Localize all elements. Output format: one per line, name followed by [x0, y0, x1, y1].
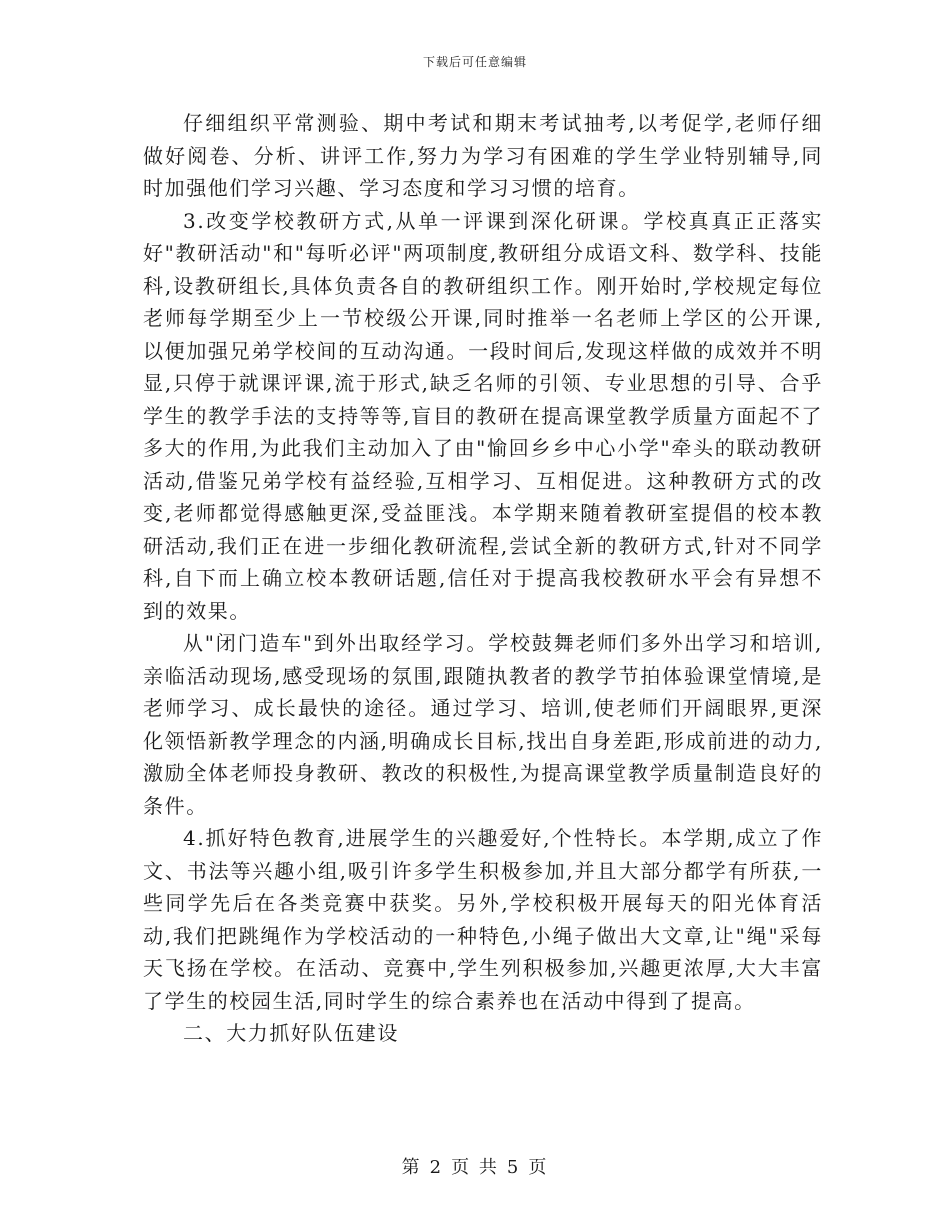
- page-total: 5: [506, 1157, 521, 1178]
- paragraph-special-education: 4.抓好特色教育,进展学生的兴趣爱好,个性特长。本学期,成立了作文、书法等兴趣小组,吸引许多学生积极参加,并且大部分都学有所获,一些同学先后在各类竞赛中获奖。另外,学校积极开展每天的阳光体育活动,我们把跳绳作为学校活动的一种特色,小绳子做出大文章,让"绳"采每天飞扬在学校。在活动、竞赛中,学生列积极参加,兴趣更浓厚,大大丰富了学生的校园生活,同时学生的综合素养也在活动中得到了提高。: [143, 826, 823, 1013]
- document-body: [143, 107, 823, 1050]
- header-note: 下载后可任意编辑: [422, 55, 527, 69]
- paragraph-teaching-research: 3.改变学校教研方式,从单一评课到深化研课。学校真真正正落实好"教研活动"和"每听必评"两项制度,教研组分成语文科、数学科、技能科,设教研组长,具体负责各自的教研组织工作。刚开始时,学校规定每位老师每学期至少上一节校级公开课,同时推举一名老师上学区的公开课,以便加强兄弟学校间的互动沟通。一段时间后,发现这样做的成效并不明显,只停于就课评课,流于形式,缺乏名师的引领、专业思想的引导、合乎学生的教学手法的支持等等,盲目的教研在提高课堂教学质量方面起不了多大的作用,为此我们主动加入了由"愉回乡乡中心小学"牵头的联动教研活动,借鉴兄弟学校有益经验,互相学习、互相促进。这种教研方式的改变,老师都觉得感触更深,受益匪浅。本学期来随着教研室提倡的校本教研活动,我们正在进一步细化教研流程,尝试全新的教研方式,针对不同学科,自下而上确立校本教研话题,信任对于提高我校教研水平会有异想不到的效果。: [143, 208, 823, 623]
- page-mid: 页 共: [451, 1157, 499, 1178]
- page-number-footer: [0, 1153, 950, 1179]
- page-current: 2: [429, 1157, 444, 1178]
- section-heading-team-building: 二、大力抓好队伍建设: [183, 1021, 399, 1045]
- page-suffix: 页: [528, 1157, 549, 1178]
- paragraph-external-learning: 从"闭门造车"到外出取经学习。学校鼓舞老师们多外出学习和培训,亲临活动现场,感受现场的氛围,跟随执教者的教学节拍体验课堂情境,是老师学习、成长最快的途径。通过学习、培训,使老师们开阔眼界,更深化领悟新教学理念的内涵,明确成长目标,找出自身差距,形成前进的动力,激励全体老师投身教研、教改的积极性,为提高课堂教学质量制造良好的条件。: [143, 631, 823, 818]
- page-prefix: 第: [401, 1157, 422, 1178]
- paragraph-exam-organization: 仔细组织平常测验、期中考试和期末考试抽考,以考促学,老师仔细做好阅卷、分析、讲评工作,努力为学习有困难的学生学业特别辅导,同时加强他们学习兴趣、学习态度和学习习惯的培育。: [143, 111, 823, 200]
